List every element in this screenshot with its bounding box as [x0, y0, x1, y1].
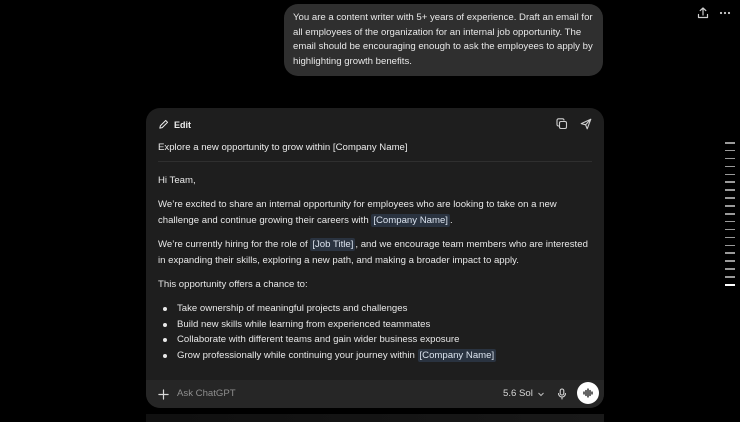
- list-item: Take ownership of meaningful projects and challenges: [158, 301, 592, 317]
- list-item: Build new skills while learning from experienced teammates: [158, 317, 592, 333]
- job-title-placeholder: [Job Title]: [312, 238, 354, 250]
- email-subject[interactable]: Explore a new opportunity to grow within [Company Name]: [158, 142, 592, 162]
- next-message-preview: [146, 414, 604, 422]
- list-item: Collaborate with different teams and gain wider business exposure: [158, 332, 592, 348]
- list-item: Grow professionally while continuing your journey within [Company Name]: [158, 348, 592, 364]
- plus-icon: [158, 389, 169, 400]
- microphone-icon: [556, 388, 568, 400]
- waveform-icon: [582, 387, 594, 399]
- company-name-placeholder: [Company Name]: [373, 214, 448, 226]
- dictate-button[interactable]: [554, 386, 570, 402]
- copy-button[interactable]: [553, 115, 571, 133]
- user-message-bubble: You are a content writer with 5+ years of experience. Draft an email for all employees of the organization for an internal job opportunity. The email should be encouraging enough to ask the employees to apply by highlighting growth benefits.: [284, 4, 603, 76]
- conversation-scroll-rail[interactable]: [725, 142, 735, 292]
- attach-button[interactable]: [155, 386, 171, 402]
- send-email-button[interactable]: [577, 115, 595, 133]
- more-options-button[interactable]: [716, 4, 734, 22]
- email-body[interactable]: [158, 173, 592, 363]
- document-canvas: [146, 108, 604, 408]
- chevron-down-icon: [537, 390, 545, 398]
- model-label: 5.6 Sol: [503, 388, 533, 399]
- email-paragraph-2: We’re currently hiring for the role of [Job Title] , and we encourage team members who are interested in expanding their skills, exploring a new path, and making a broader impact to apply.: [158, 238, 588, 266]
- chat-composer: [146, 380, 604, 408]
- email-paragraph-3: This opportunity offers a chance to:: [158, 278, 308, 290]
- pencil-icon: [158, 119, 169, 130]
- benefits-list: [158, 301, 592, 363]
- voice-mode-button[interactable]: [577, 382, 599, 404]
- email-greeting: Hi Team,: [158, 175, 196, 186]
- send-icon: [580, 118, 592, 130]
- edit-button[interactable]: [158, 119, 191, 130]
- edit-label: Edit: [174, 119, 191, 130]
- copy-icon: [556, 118, 568, 130]
- email-paragraph-1: We’re excited to share an internal opportunity for employees who are looking to take on a new challenge and continue growing their careers with [Company Name] .: [158, 199, 557, 226]
- prompt-input[interactable]: Ask ChatGPT: [177, 388, 236, 399]
- company-name-placeholder: [Company Name]: [419, 349, 495, 361]
- share-icon: [697, 7, 709, 19]
- more-icon: [719, 7, 731, 19]
- share-button[interactable]: [694, 4, 712, 22]
- model-selector[interactable]: [503, 388, 545, 399]
